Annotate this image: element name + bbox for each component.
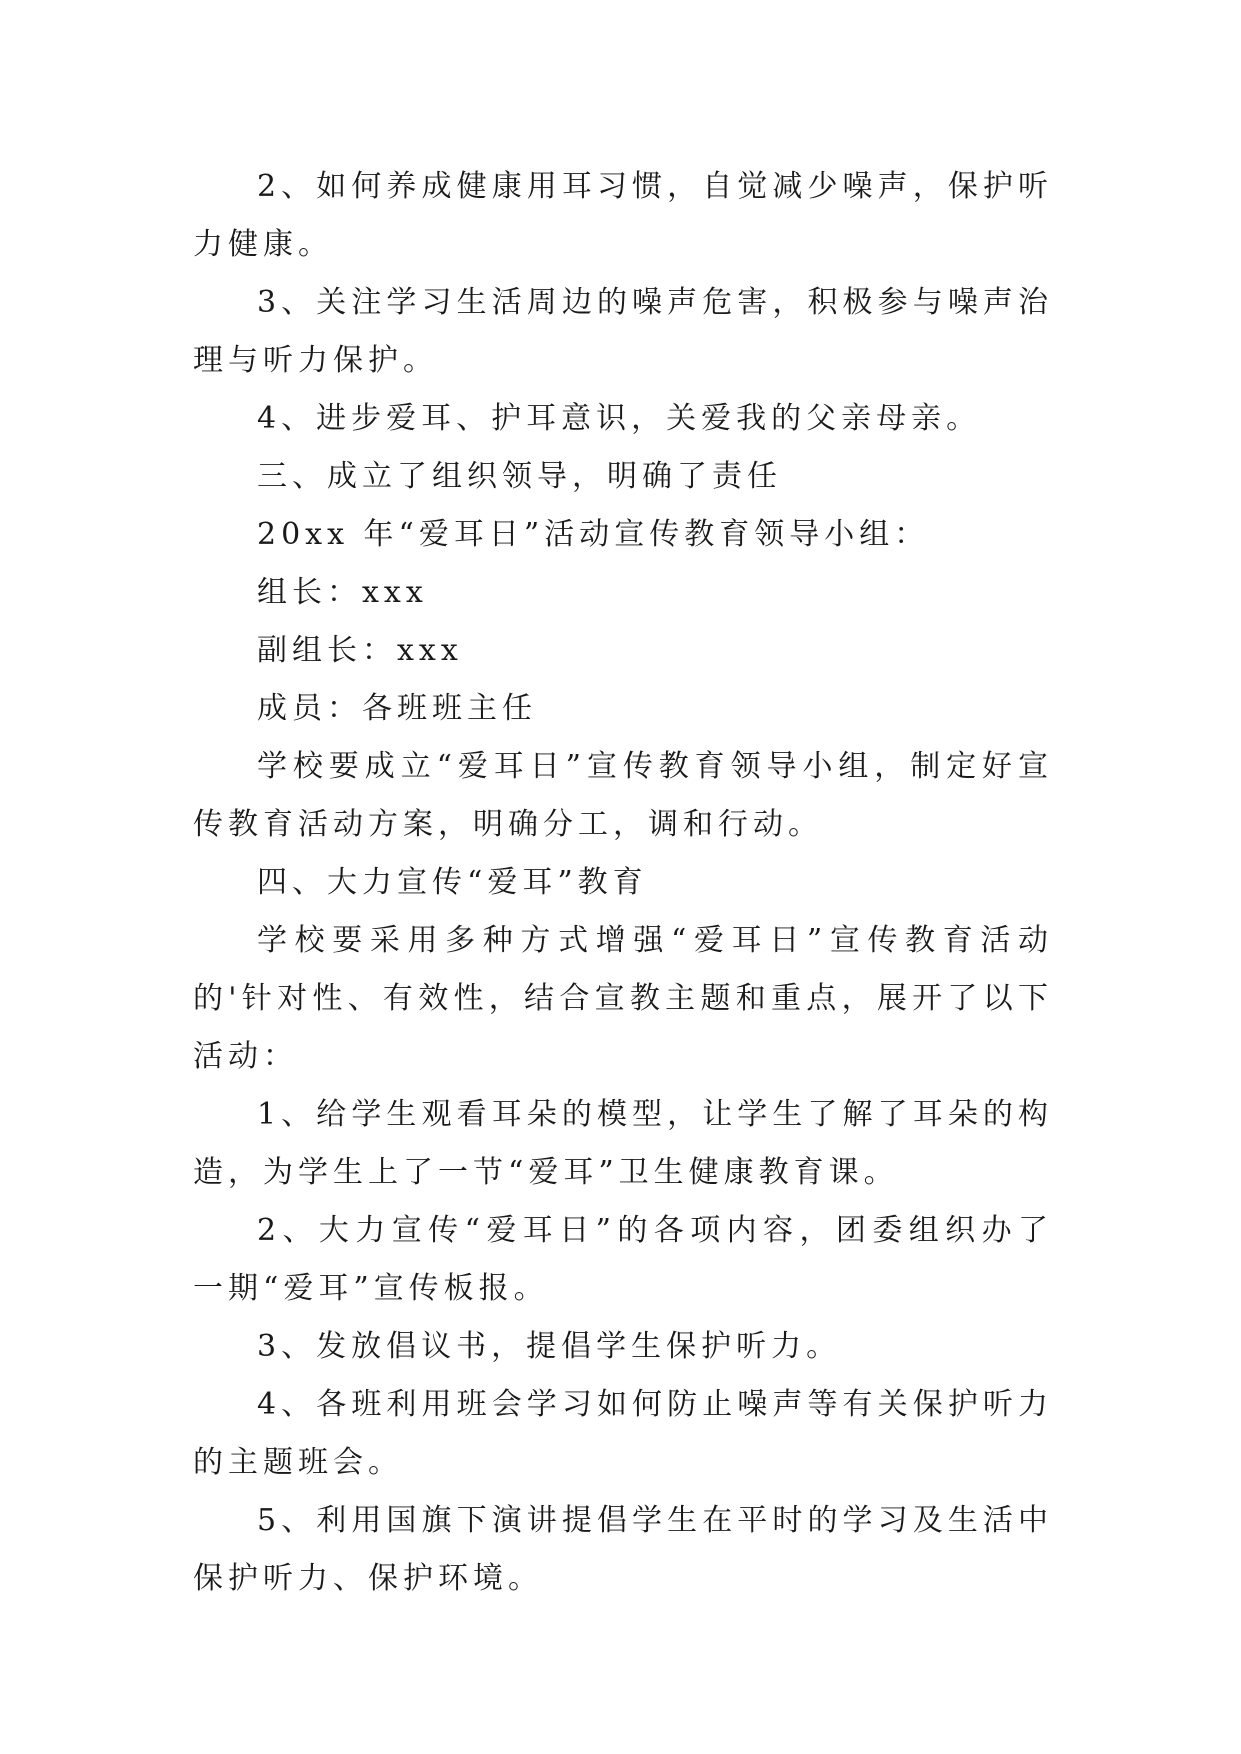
paragraph-activities-intro: 学校要采用多种方式增强“爱耳日”宣传教育活动的'针对性、有效性，结合宣教主题和重点，展开了以下活动： [193,923,1053,1074]
activity-item-1: 1、给学生观看耳朵的模型，让学生了解了耳朵的构造，为学生上了一节“爱耳”卫生健康教育课。 [193,1097,1053,1190]
group-leader: 组长：xxx [257,575,428,610]
activity-item-2: 2、大力宣传“爱耳日”的各项内容，团委组织办了一期“爱耳”宣传板报。 [193,1213,1053,1306]
activity-item-4: 4、各班利用班会学习如何防止噪声等有关保护听力的主题班会。 [193,1387,1053,1480]
activity-item-3: 3、发放倡议书，提倡学生保护听力。 [257,1329,842,1364]
group-members: 成员：各班班主任 [257,691,537,726]
paragraph-item-2-habits: 2、如何养成健康用耳习惯，自觉减少噪声，保护听力健康。 [193,169,1053,262]
document-body [193,158,1053,1608]
paragraph-item-3-noise-hazard: 3、关注学习生活周边的噪声危害，积极参与噪声治理与听力保护。 [193,285,1053,378]
paragraph-school-group: 学校要成立“爱耳日”宣传教育领导小组，制定好宣传教育活动方案，明确分工，调和行动。 [193,749,1053,842]
section-heading-three: 三、成立了组织领导，明确了责任 [257,459,782,494]
activity-item-5: 5、利用国旗下演讲提倡学生在平时的学习及生活中保护听力、保护环境。 [193,1503,1053,1596]
section-heading-four: 四、大力宣传“爱耳”教育 [257,865,648,900]
group-title: 20xx 年“爱耳日”活动宣传教育领导小组： [257,517,930,552]
paragraph-item-4-awareness: 4、进步爱耳、护耳意识，关爱我的父亲母亲。 [257,401,982,436]
group-deputy-leader: 副组长：xxx [257,633,463,668]
